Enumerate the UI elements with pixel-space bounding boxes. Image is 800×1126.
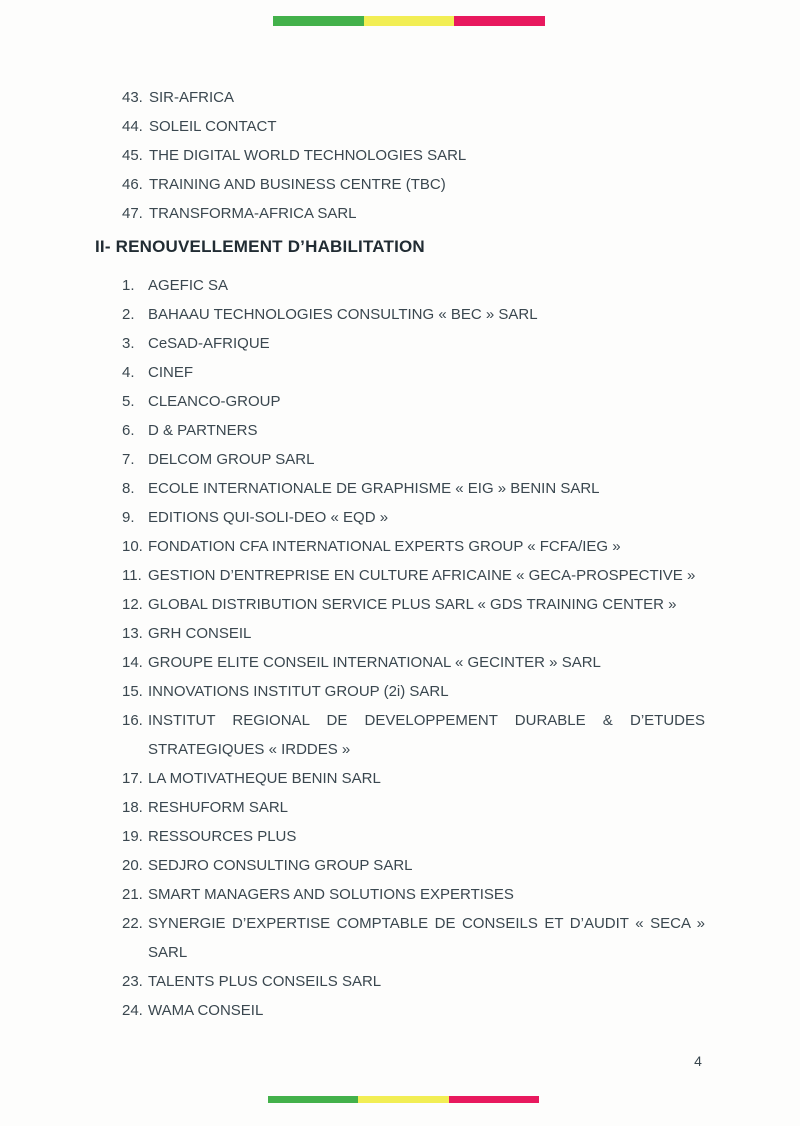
item-number: 20. [122, 857, 143, 874]
section-heading: II- RENOUVELLEMENT D’HABILITATION [95, 237, 425, 256]
list-item [122, 141, 705, 170]
item-number: 3. [122, 335, 135, 352]
item-number: 1. [122, 277, 135, 294]
item-text: CLEANCO-GROUP [148, 393, 281, 410]
item-text: LA MOTIVATHEQUE BENIN SARL [148, 770, 381, 787]
item-number: 9. [122, 509, 135, 526]
item-text: D & PARTNERS [148, 422, 258, 439]
page-content [95, 83, 705, 1025]
item-number: 4. [122, 364, 135, 381]
flag-green-segment [268, 1096, 358, 1103]
page-number: 4 [694, 1053, 702, 1069]
list-item [122, 503, 705, 532]
item-number: 8. [122, 480, 135, 497]
list-item [122, 764, 705, 793]
list-item [122, 300, 705, 329]
flag-yellow-segment [364, 16, 455, 26]
list-item [122, 532, 705, 561]
item-number: 17. [122, 770, 143, 787]
item-number: 16. [122, 712, 143, 729]
item-text: TRANSFORMA-AFRICA SARL [149, 205, 357, 222]
list-item [122, 170, 705, 199]
item-text: AGEFIC SA [148, 277, 229, 294]
item-text: GROUPE ELITE CONSEIL INTERNATIONAL « GECINTER » SARL [148, 654, 601, 671]
item-text: EDITIONS QUI-SOLI-DEO « EQD » [148, 509, 389, 526]
list-item [122, 445, 705, 474]
flag-bar-top [273, 16, 545, 26]
item-number: 23. [122, 973, 143, 990]
item-text: CeSAD-AFRIQUE [148, 335, 270, 352]
item-text: INNOVATIONS INSTITUT GROUP (2i) SARL [148, 683, 449, 700]
item-text: SOLEIL CONTACT [149, 118, 277, 135]
flag-red-segment [454, 16, 545, 26]
list-item [122, 967, 705, 996]
item-text: THE DIGITAL WORLD TECHNOLOGIES SARL [149, 147, 467, 164]
item-text: SIR-AFRICA [149, 89, 235, 106]
item-text: FONDATION CFA INTERNATIONAL EXPERTS GROUP « FCFA/IEG » [148, 538, 621, 555]
habilitation-list-continued [122, 83, 705, 228]
item-text: SYNERGIE D’EXPERTISE COMPTABLE DE CONSEILS ET D’AUDIT « SECA » [148, 915, 705, 932]
list-item [122, 112, 705, 141]
item-number: 46. [122, 176, 143, 193]
flag-green-segment [273, 16, 364, 26]
list-item [122, 590, 705, 619]
list-item [122, 677, 705, 706]
item-number: 45. [122, 147, 143, 164]
item-text: STRATEGIQUES « IRDDES » [148, 741, 351, 758]
item-number: 13. [122, 625, 143, 642]
list-item [122, 329, 705, 358]
list-item [122, 416, 705, 445]
item-text: GLOBAL DISTRIBUTION SERVICE PLUS SARL « GDS TRAINING CENTER » [148, 596, 677, 613]
list-item [122, 358, 705, 387]
item-number: 21. [122, 886, 143, 903]
item-text: WAMA CONSEIL [148, 1002, 264, 1019]
item-text: SEDJRO CONSULTING GROUP SARL [148, 857, 413, 874]
item-number: 7. [122, 451, 135, 468]
flag-bar-bottom [268, 1096, 539, 1103]
item-text: RESSOURCES PLUS [148, 828, 297, 845]
item-number: 18. [122, 799, 143, 816]
item-text: SMART MANAGERS AND SOLUTIONS EXPERTISES [148, 886, 514, 903]
item-number: 24. [122, 1002, 143, 1019]
item-text: GRH CONSEIL [148, 625, 252, 642]
list-item [122, 387, 705, 416]
item-text: RESHUFORM SARL [148, 799, 289, 816]
list-item [122, 619, 705, 648]
item-number: 47. [122, 205, 143, 222]
item-text: INSTITUT REGIONAL DE DEVELOPPEMENT DURABLE & D’ETUDES [148, 712, 705, 729]
item-number: 11. [122, 567, 142, 584]
item-number: 15. [122, 683, 143, 700]
list-item [122, 83, 705, 112]
item-text: DELCOM GROUP SARL [148, 451, 315, 468]
list-item [122, 706, 705, 764]
renouvellement-list [122, 271, 705, 1025]
item-number: 10. [122, 538, 143, 555]
item-text: GESTION D’ENTREPRISE EN CULTURE AFRICAINE « GECA-PROSPECTIVE » [148, 567, 696, 584]
item-number: 19. [122, 828, 143, 845]
item-number: 43. [122, 89, 143, 106]
item-number: 22. [122, 915, 143, 932]
item-text: SARL [148, 944, 188, 961]
item-number: 6. [122, 422, 135, 439]
item-text: ECOLE INTERNATIONALE DE GRAPHISME « EIG » BENIN SARL [148, 480, 600, 497]
item-number: 5. [122, 393, 135, 410]
list-item [122, 793, 705, 822]
list-item [122, 474, 705, 503]
item-text: TALENTS PLUS CONSEILS SARL [148, 973, 382, 990]
list-item [122, 996, 705, 1025]
list-item [122, 271, 705, 300]
list-item [122, 880, 705, 909]
item-text: TRAINING AND BUSINESS CENTRE (TBC) [149, 176, 446, 193]
list-item [122, 648, 705, 677]
item-text: CINEF [148, 364, 193, 381]
list-item [122, 561, 705, 590]
item-text: BAHAAU TECHNOLOGIES CONSULTING « BEC » SARL [148, 306, 538, 323]
list-item [122, 822, 705, 851]
flag-red-segment [449, 1096, 539, 1103]
item-number: 12. [122, 596, 143, 613]
list-item [122, 851, 705, 880]
item-number: 44. [122, 118, 143, 135]
list-item [122, 199, 705, 228]
item-number: 14. [122, 654, 143, 671]
flag-yellow-segment [358, 1096, 448, 1103]
item-number: 2. [122, 306, 135, 323]
list-item [122, 909, 705, 967]
